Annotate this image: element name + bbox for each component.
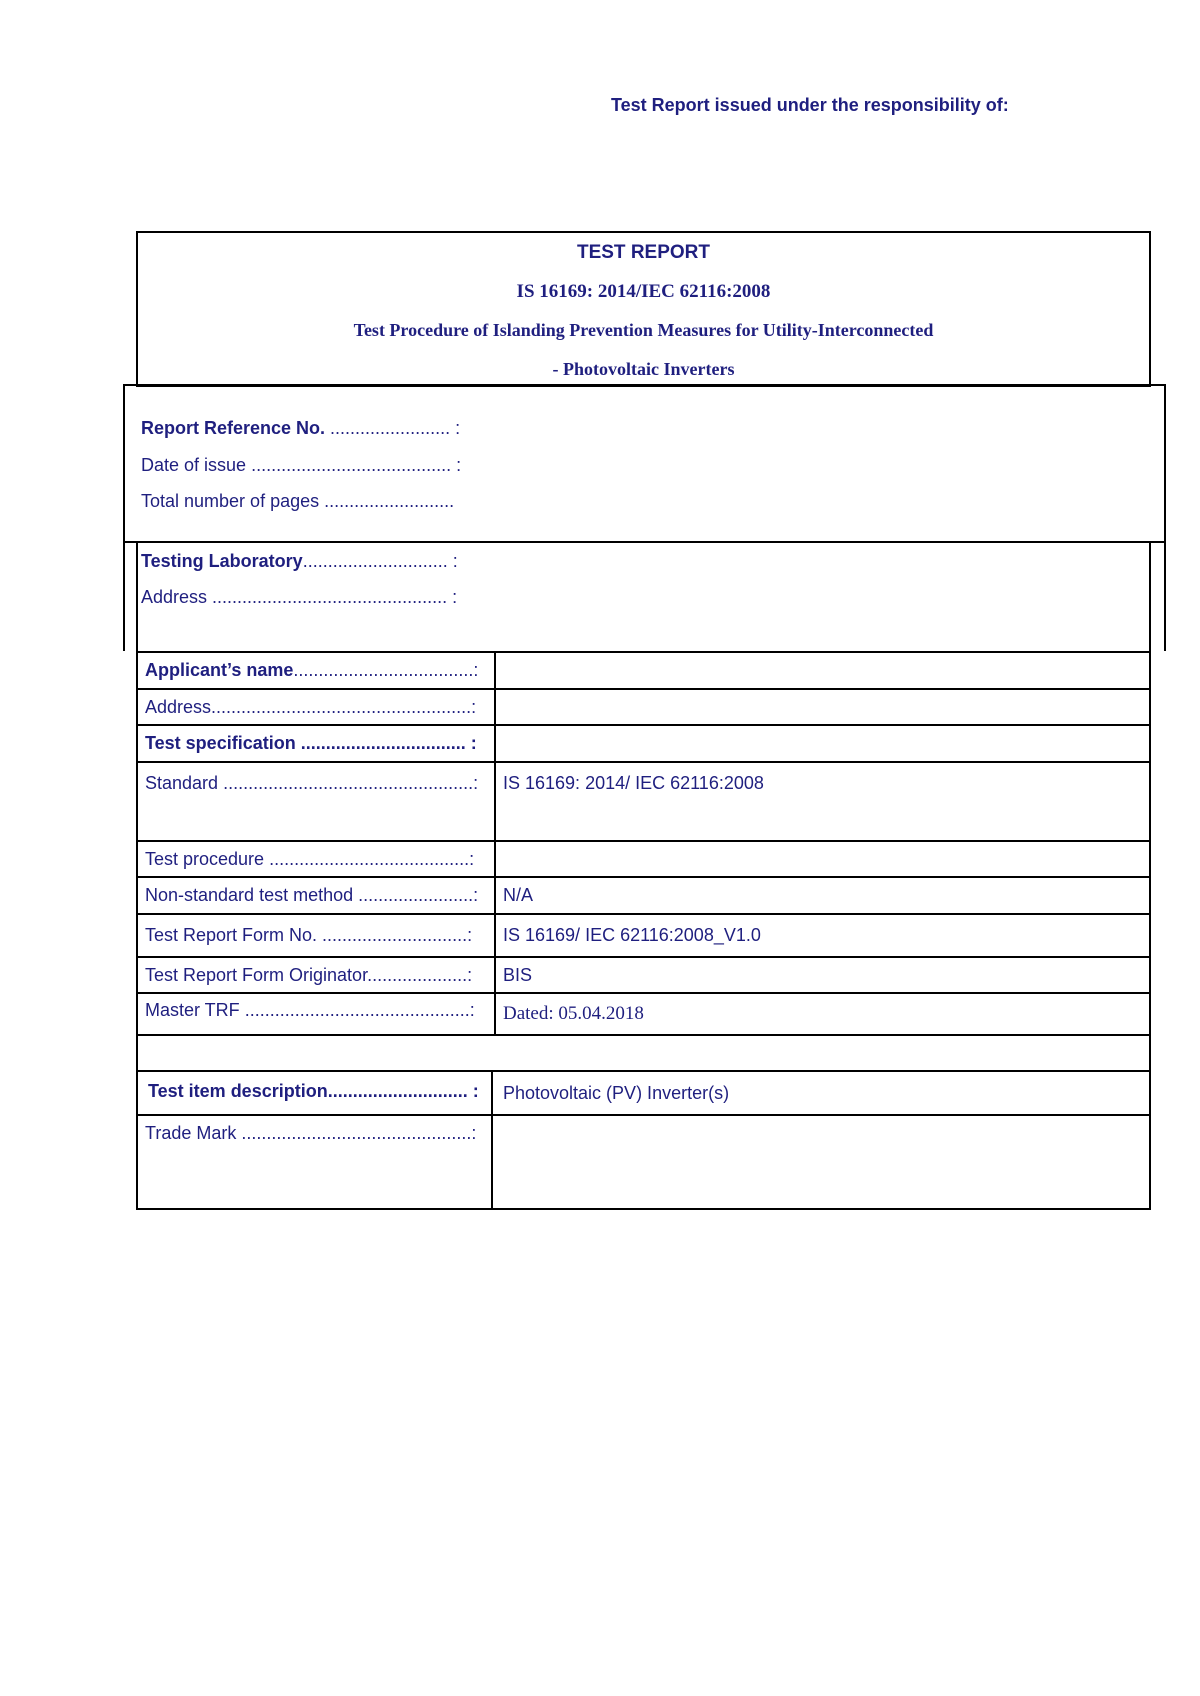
info-top-border — [123, 384, 1166, 386]
testing-laboratory-leader: ............................. : — [302, 551, 458, 571]
row-value-cell — [496, 763, 1149, 840]
row-label: Applicant’s name — [145, 660, 294, 680]
date-of-issue-label: Date of issue — [141, 455, 247, 475]
procedure-title-line1: Test Procedure of Islanding Prevention Measures for Utility-Interconnected — [353, 320, 934, 340]
row-label-cell — [138, 726, 496, 761]
master-trf-value: Dated: 05.04.2018 — [503, 1003, 644, 1024]
row-label: Test item description — [148, 1081, 328, 1101]
info-left-border — [123, 384, 125, 651]
date-of-issue-leader: ........................................ : — [246, 455, 462, 475]
total-pages-leader: .......................... — [319, 491, 455, 511]
row-label-cell — [138, 958, 496, 992]
row-label: Test procedure — [145, 849, 265, 869]
row-leader: .............................: — [317, 925, 473, 945]
row-label: Test specification — [145, 733, 296, 753]
row-value-cell — [496, 878, 1149, 913]
test-item-description-value: Photovoltaic (PV) Inverter(s) — [503, 1083, 730, 1103]
report-reference-label: Report Reference No. — [141, 418, 326, 438]
row-leader: ..............................................: — [236, 1123, 477, 1143]
row-label: Non-standard test method — [145, 885, 354, 905]
table-row-test-item-description — [138, 1072, 1149, 1116]
table-row-master-trf — [138, 994, 1149, 1036]
row-value-cell — [496, 690, 1149, 724]
testing-laboratory-label: Testing Laboratory — [141, 551, 303, 571]
row-value-cell — [493, 1072, 1149, 1114]
total-pages-label: Total number of pages — [141, 491, 320, 511]
trf-number-value: IS 16169/ IEC 62116:2008_V1.0 — [503, 925, 761, 945]
table-row-applicant-address — [138, 690, 1149, 726]
row-label-cell — [138, 1116, 493, 1208]
row-value-cell — [496, 653, 1149, 688]
row-label: Test Report Form No. — [145, 925, 318, 945]
lab-address-label: Address — [141, 587, 208, 607]
lab-address-line — [141, 585, 457, 609]
row-label-cell — [138, 915, 496, 956]
row-leader: .............................................: — [239, 1000, 475, 1020]
row-leader: ..................................................: — [218, 773, 479, 793]
row-label-cell — [138, 653, 496, 688]
row-label: Address — [145, 697, 212, 717]
info-right-border — [1164, 384, 1166, 651]
row-value-cell — [496, 958, 1149, 992]
details-table — [136, 651, 1151, 1210]
report-heading: TEST REPORT — [576, 242, 710, 263]
row-label-cell — [138, 690, 496, 724]
standard-value: IS 16169: 2014/ IEC 62116:2008 — [503, 773, 764, 793]
row-label-cell — [138, 842, 496, 876]
row-label-cell — [138, 994, 496, 1034]
table-row-test-procedure — [138, 842, 1149, 878]
lab-address-leader: ............................................... : — [207, 587, 458, 607]
row-label: Standard — [145, 773, 219, 793]
title-box — [136, 231, 1151, 387]
report-reference-line — [141, 416, 460, 440]
row-value-cell — [493, 1116, 1149, 1208]
row-value-cell — [496, 915, 1149, 956]
lab-left-border — [136, 541, 138, 651]
table-row-spacer — [138, 1036, 1149, 1072]
lab-right-border — [1149, 541, 1151, 651]
row-leader: ....................................: — [293, 660, 479, 680]
date-of-issue-line — [141, 453, 461, 477]
row-leader: ....................: — [367, 965, 473, 985]
row-label-cell — [138, 1072, 493, 1114]
row-value-cell — [496, 842, 1149, 876]
table-row-test-specification — [138, 726, 1149, 763]
responsibility-heading: Test Report issued under the responsibility of: — [611, 95, 1009, 115]
row-label-cell — [138, 878, 496, 913]
total-pages-line — [141, 489, 454, 513]
row-label: Master TRF — [145, 1000, 240, 1020]
table-row-standard — [138, 763, 1149, 842]
non-standard-method-value: N/A — [503, 885, 534, 905]
table-row-non-standard-method — [138, 878, 1149, 915]
row-label-cell — [138, 763, 496, 840]
row-leader: .......................: — [353, 885, 479, 905]
row-label: Test Report Form Originator — [145, 965, 368, 985]
standard-title: IS 16169: 2014/IEC 62116:2008 — [516, 281, 771, 302]
trf-originator-value: BIS — [503, 965, 533, 985]
row-leader: ............................ : — [327, 1081, 479, 1101]
testing-laboratory-line — [141, 549, 458, 573]
table-row-trf-number — [138, 915, 1149, 958]
report-reference-leader: ........................ : — [325, 418, 461, 438]
row-value-cell — [496, 726, 1149, 761]
row-label: Trade Mark — [145, 1123, 237, 1143]
row-value-cell — [496, 994, 1149, 1034]
row-leader: ....................................................: — [211, 697, 477, 717]
row-leader: ................................. : — [295, 733, 477, 753]
table-row-trade-mark — [138, 1116, 1149, 1208]
table-row-trf-originator — [138, 958, 1149, 994]
table-row-applicant-name — [138, 653, 1149, 690]
info-divider — [123, 541, 1166, 543]
row-leader: ........................................: — [264, 849, 475, 869]
procedure-title-line2: - Photovoltaic Inverters — [552, 359, 735, 379]
